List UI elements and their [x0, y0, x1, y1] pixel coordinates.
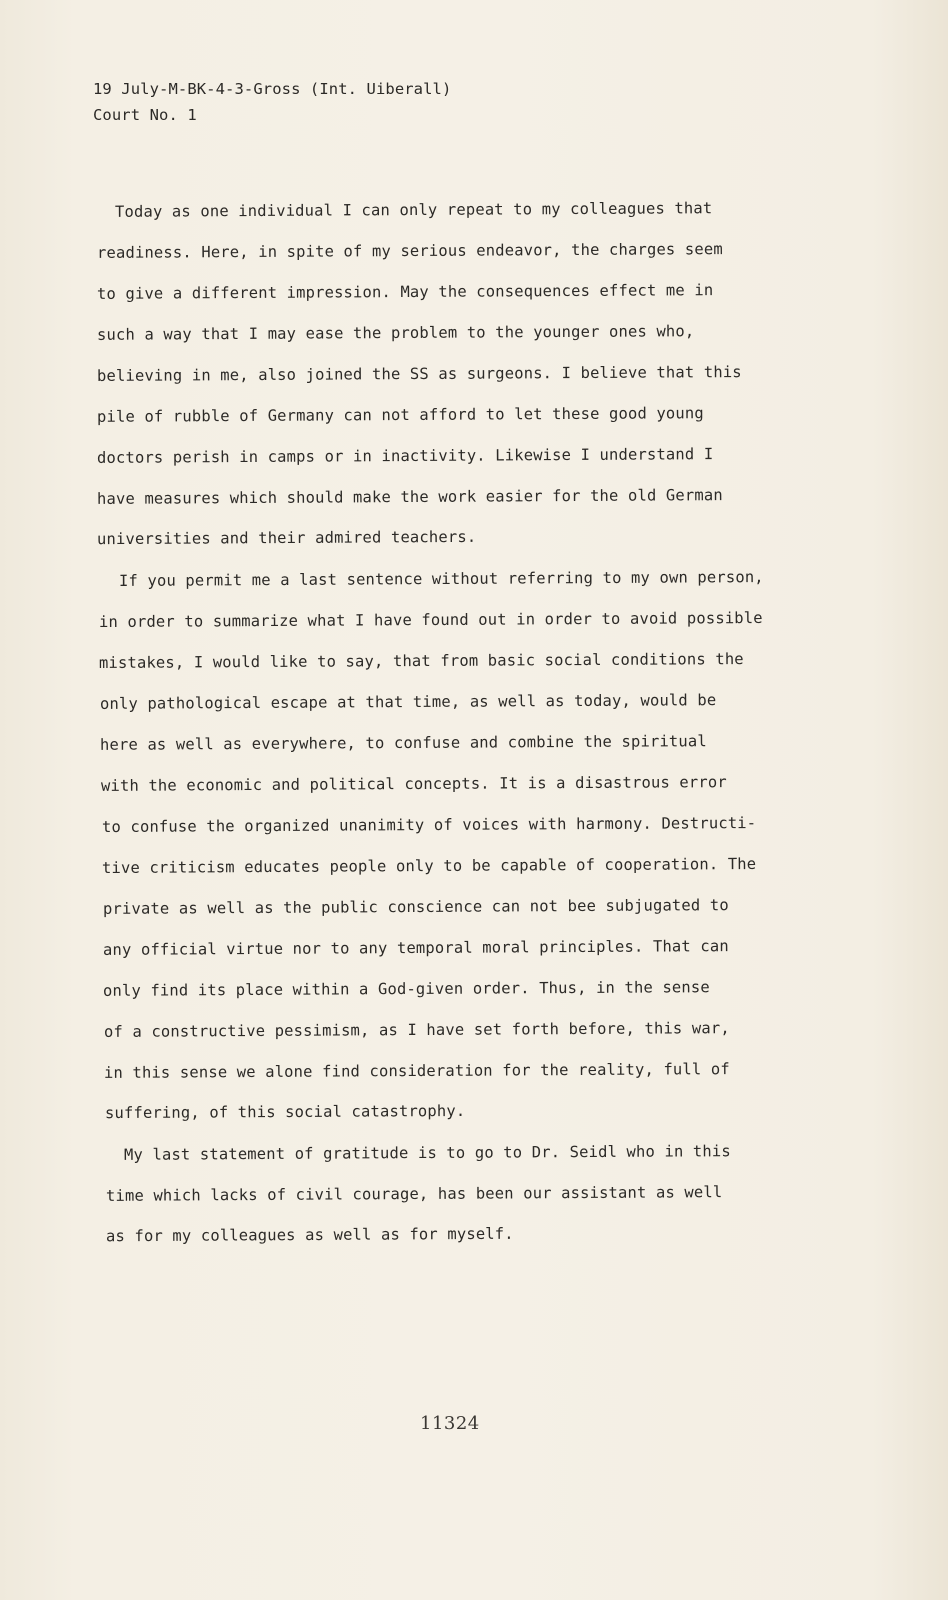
text-line: universities and their admired teachers. — [96, 527, 477, 549]
text-line: in this sense we alone find consideration for the reality, full of — [103, 1060, 730, 1082]
text-line: have measures which should make the work easier for the old German — [96, 486, 723, 508]
text-line: such a way that I may ease the problem to the younger ones who, — [96, 322, 695, 344]
text-line: suffering, of this social catastrophy. — [104, 1101, 466, 1123]
text-line: with the economic and political concepts. It is a disastrous error — [100, 773, 727, 795]
text-line: believing in me, also joined the SS as surgeons. I believe that this — [96, 363, 742, 385]
text-line: to confuse the organized unanimity of voices with harmony. Destructi- — [101, 814, 757, 836]
text-line: of a constructive pessimism, as I have set forth before, this war, — [103, 1019, 730, 1041]
text-line: in order to summarize what I have found out in order to avoid possible — [98, 608, 763, 632]
header-reference: 19 July-M-BK-4-3-Gross (Int. Uiberall) — [93, 80, 452, 98]
text-line: only pathological escape at that time, as well as today, would be — [99, 691, 717, 713]
text-line: as for my colleagues as well as for myself. — [105, 1224, 514, 1246]
text-line: only find its place within a God-given order. Thus, in the sense — [102, 978, 710, 1000]
text-line: If you permit me a last sentence without referring to my own person, — [118, 568, 764, 590]
document-header — [93, 76, 853, 128]
text-line: here as well as everywhere, to confuse and combine the spiritual — [99, 732, 707, 754]
text-line: any official virtue nor to any temporal moral principles. That can — [102, 937, 729, 959]
text-line: Today as one individual I can only repeat to my colleagues that — [114, 199, 713, 221]
text-line: time which lacks of civil courage, has been our assistant as well — [105, 1183, 723, 1205]
text-line: readiness. Here, in spite of my serious endeavor, the charges seem — [96, 240, 723, 262]
text-line: to give a different impression. May the consequences effect me in — [96, 281, 714, 303]
text-line: pile of rubble of Germany can not afford to let these good young — [96, 404, 704, 426]
text-line: mistakes, I would like to say, that from basic social conditions the — [98, 650, 744, 672]
text-line: private as well as the public conscience can not bee subjugated to — [102, 896, 729, 918]
page-number: 11324 — [420, 1413, 480, 1434]
text-line: doctors perish in camps or in inactivity. Likewise I understand I — [96, 445, 714, 467]
header-court: Court No. 1 — [93, 106, 197, 124]
text-line: tive criticism educates people only to be capable of cooperation. The — [101, 855, 757, 877]
text-line: My last statement of gratitude is to go to Dr. Seidl who in this — [123, 1142, 731, 1164]
